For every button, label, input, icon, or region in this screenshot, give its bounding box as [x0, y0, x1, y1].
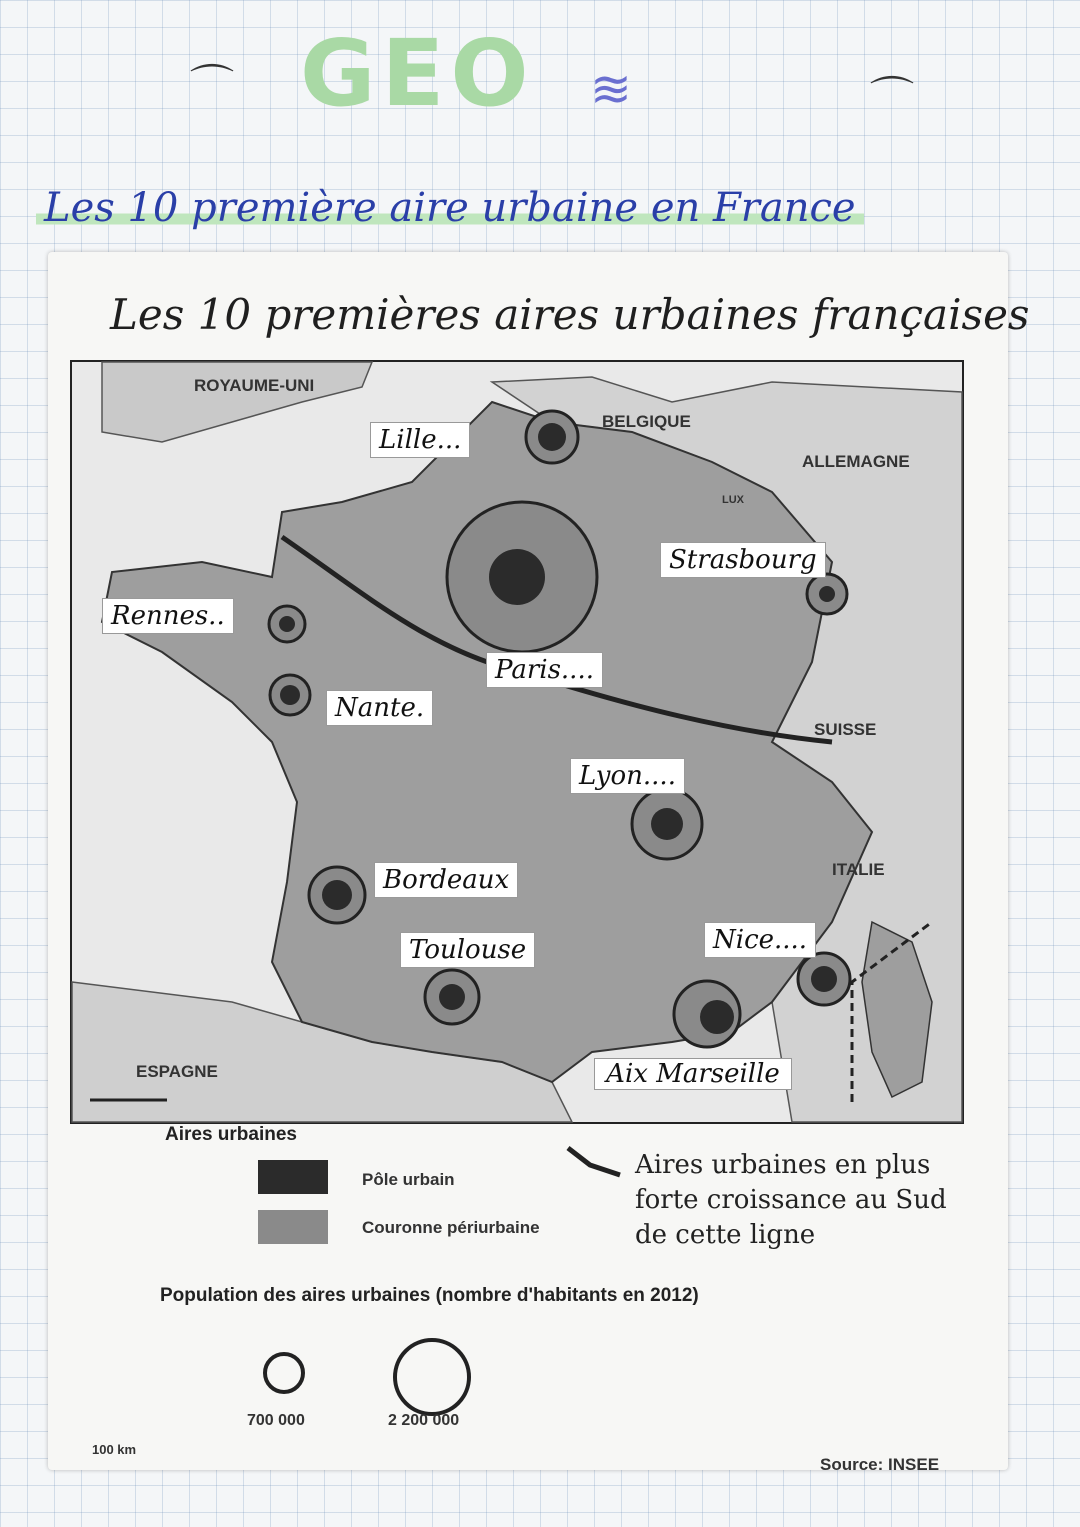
- city-label-paris: Paris....: [486, 652, 603, 688]
- legend-couronne-label: Couronne périurbaine: [362, 1218, 540, 1237]
- label-royaume-uni: ROYAUME-UNI: [194, 376, 315, 395]
- scribble-mark: ≋: [590, 61, 632, 117]
- paris-pole: [489, 549, 545, 605]
- nantes-pole: [280, 685, 300, 705]
- decoration-curl-right: ⌒: [870, 74, 914, 123]
- legend-title: Aires urbaines: [165, 1124, 297, 1145]
- decoration-curl-left: ⌒: [190, 62, 234, 111]
- population-title: Population des aires urbaines (nombre d'habitants en 2012): [160, 1285, 699, 1306]
- label-belgique: BELGIQUE: [602, 412, 691, 431]
- pop-circle-large: [393, 1338, 471, 1416]
- lyon-pole: [651, 808, 683, 840]
- source-label: Source: INSEE: [820, 1455, 940, 1474]
- swatch-pole: [258, 1160, 328, 1194]
- map-title: Les 10 premières aires urbaines françaises: [110, 290, 1030, 339]
- legend-line-symbol: [565, 1145, 625, 1180]
- nice-pole: [811, 966, 837, 992]
- marseille-pole: [700, 1000, 734, 1034]
- scale-label: 100 km: [92, 1442, 137, 1457]
- pop-circle-small: [263, 1352, 305, 1394]
- city-label-strasbourg: Strasbourg: [660, 542, 826, 578]
- swatch-couronne: [258, 1210, 328, 1244]
- legend-growth-text: Aires urbaines en plus forte croissance au Sud de cette ligne: [635, 1150, 947, 1250]
- label-suisse: SUISSE: [814, 720, 877, 739]
- city-label-lille: Lille...: [370, 422, 470, 458]
- label-lux: LUX: [722, 494, 744, 506]
- city-label-aix-marseille: Aix Marseille: [594, 1058, 792, 1090]
- strasbourg-pole: [819, 586, 835, 602]
- rennes-pole: [279, 616, 295, 632]
- label-allemagne: ALLEMAGNE: [802, 452, 910, 471]
- city-label-nice: Nice....: [704, 922, 816, 958]
- city-label-rennes: Rennes..: [102, 598, 234, 634]
- page-heading: Les 10 première aire urbaine en France: [36, 185, 864, 231]
- city-label-nantes: Nante.: [326, 690, 433, 726]
- pop-label-large: 2 200 000: [388, 1412, 460, 1429]
- legend-pole-label: Pôle urbain: [362, 1170, 455, 1189]
- toulouse-pole: [439, 984, 465, 1010]
- map-drawing: [72, 362, 962, 1122]
- bordeaux-pole: [322, 880, 352, 910]
- lille-pole: [538, 423, 566, 451]
- label-italie: ITALIE: [832, 860, 885, 879]
- city-label-bordeaux: Bordeaux: [374, 862, 518, 898]
- city-label-toulouse: Toulouse: [400, 932, 535, 968]
- label-espagne: ESPAGNE: [136, 1062, 218, 1081]
- city-label-lyon: Lyon....: [570, 758, 685, 794]
- geo-title: GEO: [300, 20, 535, 127]
- pop-label-small: 700 000: [247, 1412, 305, 1429]
